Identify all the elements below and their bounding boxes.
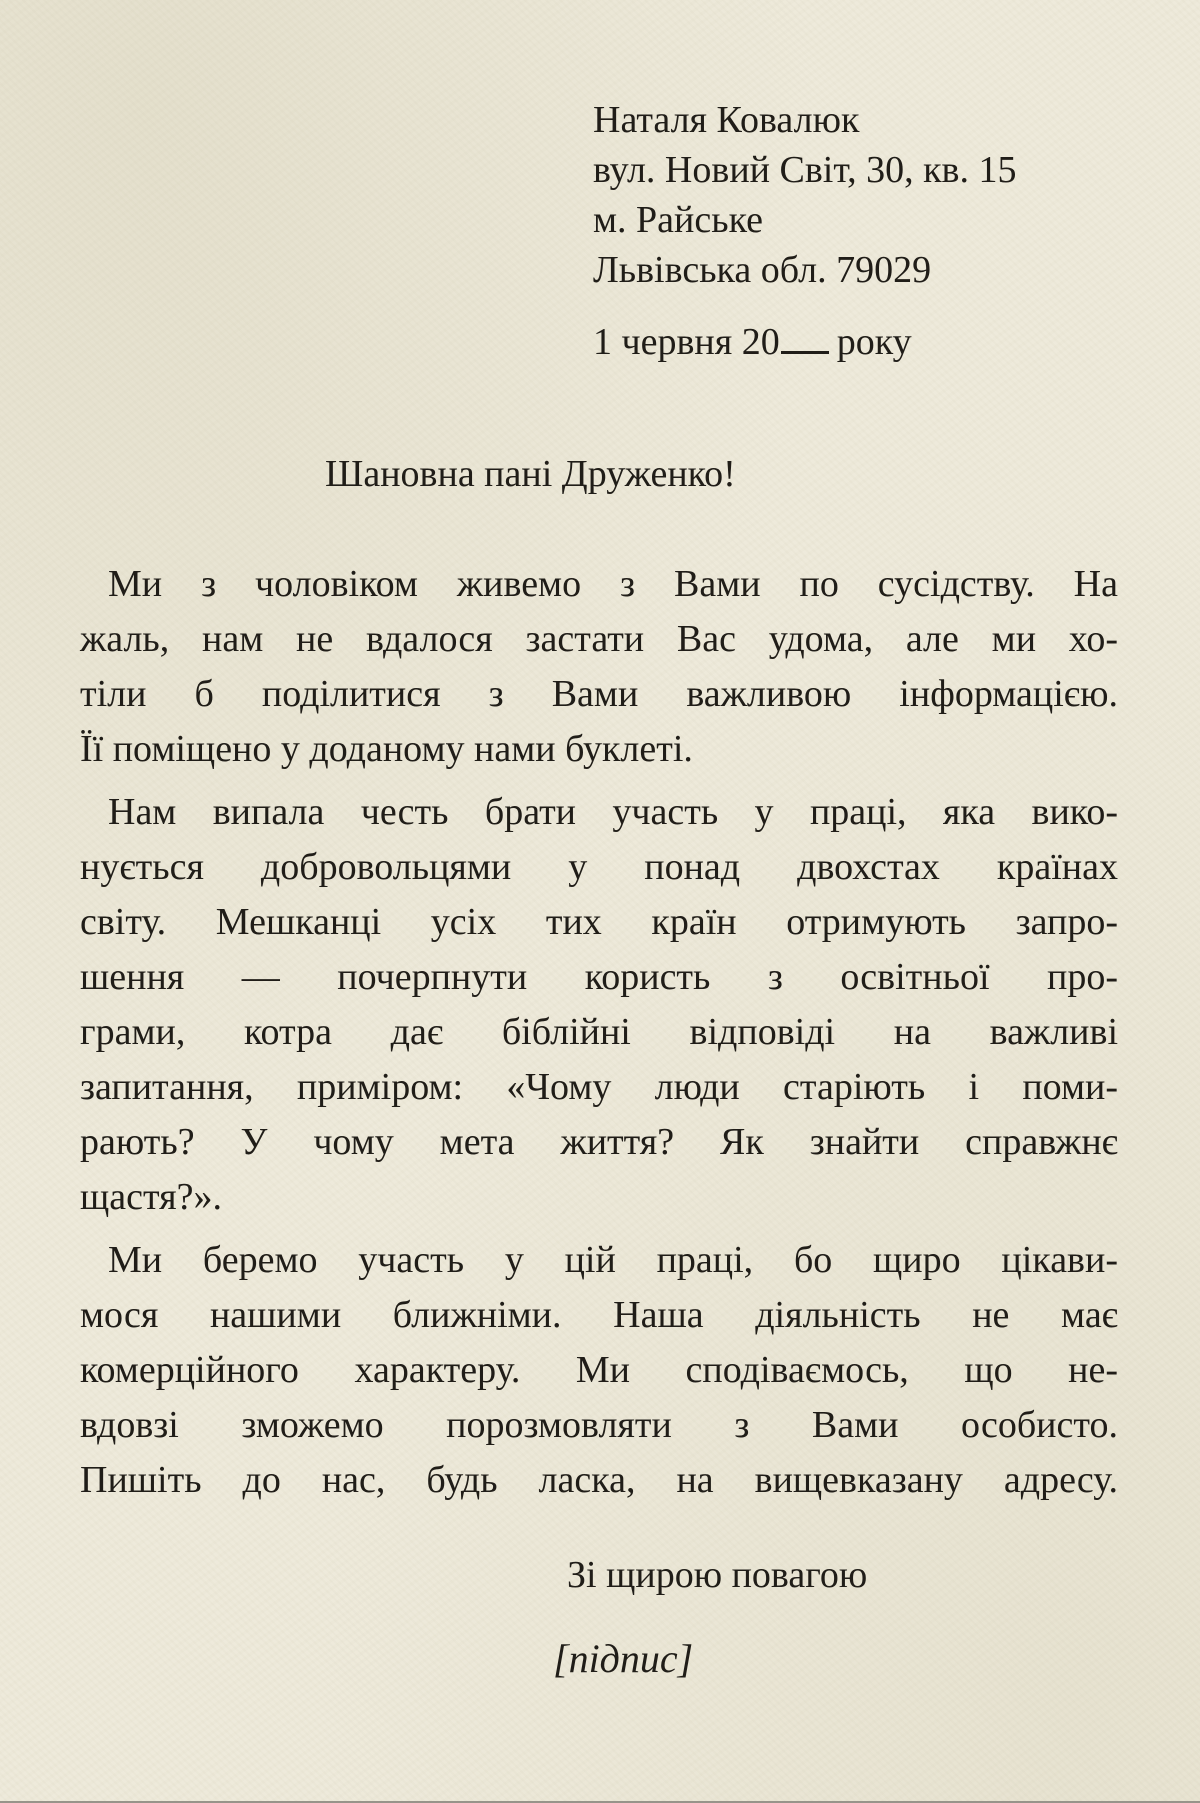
sender-block <box>593 0 1200 295</box>
paragraph-line: Нам випала честь брати участь у праці, яка вико- <box>108 791 1118 833</box>
paragraph-line: грами, котра дає біблійні відповіді на важливі <box>80 1011 1118 1053</box>
sender-name: Наталя Ковалюк <box>593 99 860 141</box>
paragraph-line: мося нашими ближніми. Наша діяльність не має <box>80 1294 1118 1336</box>
paragraph-line: запитання, приміром: «Чому люди старіють і поми- <box>80 1066 1118 1108</box>
closing-line: Зі щирою повагою <box>567 1554 868 1596</box>
paragraph-line: комерційного характеру. Ми сподіваємось, що не- <box>80 1349 1118 1391</box>
paragraph-line: тіли б поділитися з Вами важливою інформацією. <box>80 673 1118 715</box>
letter-body <box>80 557 1118 1508</box>
paragraph-line: вдовзі зможемо порозмовляти з Вами особисто. <box>80 1404 1118 1446</box>
sender-address-street: вул. Новий Світ, 30, кв. 15 <box>593 149 1017 191</box>
paragraph <box>80 1233 1118 1508</box>
paragraph-line: щастя?». <box>80 1176 222 1218</box>
paragraph-line: Ми беремо участь у цій праці, бо щиро цікави- <box>108 1239 1118 1281</box>
paragraph-line: рають? У чому мета життя? Як знайти справжнє <box>80 1121 1118 1163</box>
paragraph-line: шення — почерпнути користь з освітньої про- <box>80 956 1118 998</box>
letter-date <box>593 317 1200 367</box>
paragraph-line: Ми з чоловіком живемо з Вами по сусідству. На <box>108 563 1118 605</box>
paragraph-line: світу. Мешканці усіх тих країн отримують запро- <box>80 901 1118 943</box>
paragraph <box>80 557 1118 777</box>
sender-address-city: м. Райське <box>593 199 763 241</box>
paragraph-line: нується добровольцями у понад двохстах країнах <box>80 846 1118 888</box>
paragraph-line: Пишіть до нас, будь ласка, на вищевказану адресу. <box>80 1459 1118 1501</box>
date-blank-line <box>781 351 829 354</box>
date-suffix: року <box>836 321 912 363</box>
paragraph-line: жаль, нам не вдалося застати Вас удома, але ми хо- <box>80 618 1118 660</box>
paragraph <box>80 785 1118 1225</box>
date-prefix: 1 червня 20 <box>593 321 780 363</box>
sender-address-region: Львівська обл. 79029 <box>593 249 932 291</box>
paragraph-line: Її поміщено у доданому нами буклеті. <box>80 728 693 770</box>
salutation: Шановна пані Друженко! <box>325 453 736 495</box>
signature-placeholder: [підпис] <box>553 1636 694 1681</box>
